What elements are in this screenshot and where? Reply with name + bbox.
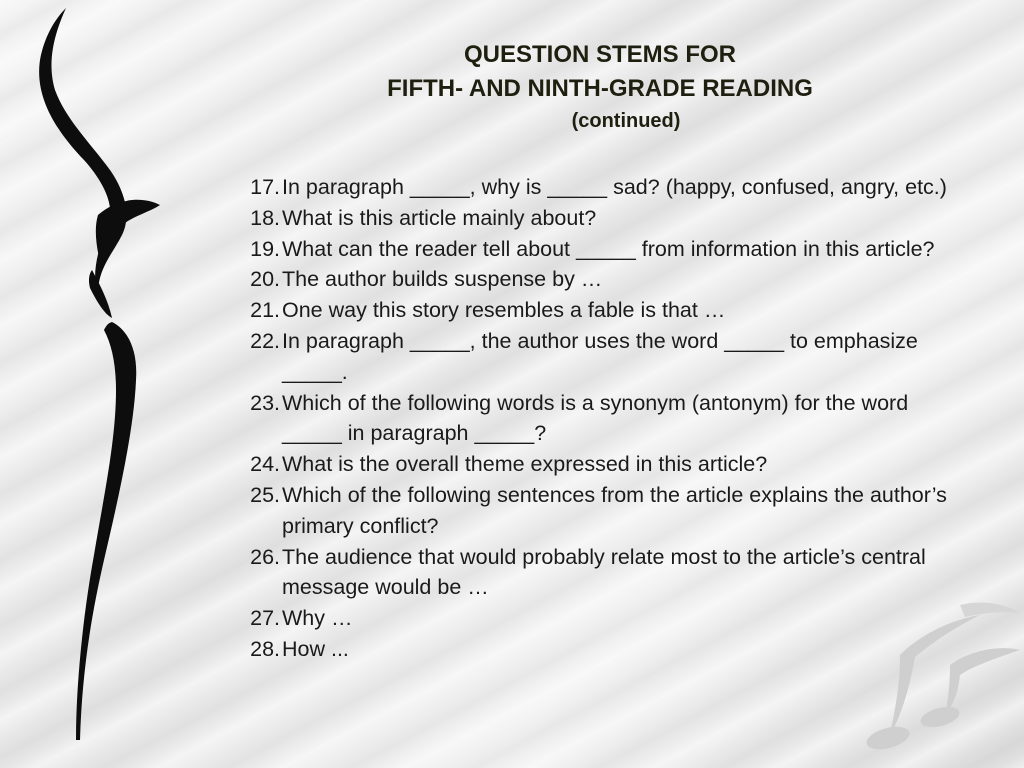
figure-top-stroke (39, 8, 126, 300)
item-text: How ... (282, 636, 349, 661)
item-number: 21. (250, 298, 280, 323)
item-number: 24. (250, 452, 280, 477)
item-text: The author builds suspense by … (282, 267, 603, 292)
list-item (237, 388, 972, 450)
abstract-figure-decoration (0, 0, 200, 768)
item-text: Which of the following words is a synonym (antonym) for the word _____ in paragraph _____? (282, 390, 909, 446)
list-item (237, 603, 972, 634)
list-item (237, 634, 972, 665)
note-head-left (864, 723, 912, 754)
item-text: In paragraph _____, why is _____ sad? (happy, confused, angry, etc.) (282, 175, 947, 199)
item-text: Why … (282, 606, 353, 631)
list-item (237, 203, 972, 234)
item-text: One way this story resembles a fable is that … (282, 298, 726, 323)
item-number: 20. (250, 267, 280, 292)
title-line-2: FIFTH- AND NINTH-GRADE READING (387, 75, 813, 102)
list-item (237, 449, 972, 480)
item-number: 19. (250, 236, 280, 261)
list-item (237, 326, 972, 388)
item-number: 26. (250, 544, 280, 569)
list-item (237, 172, 972, 203)
item-text: What is the overall theme expressed in this article? (282, 452, 768, 477)
item-text: In paragraph _____, the author uses the word _____ to emphasize _____. (282, 328, 918, 384)
slide-title-block (300, 38, 900, 136)
figure-body-stroke (76, 322, 136, 740)
subtitle: (continued) (571, 110, 681, 132)
item-text: What can the reader tell about _____ from information in this article? (282, 236, 935, 261)
item-text: The audience that would probably relate most to the article’s central message would be … (282, 544, 926, 600)
list-item (237, 264, 972, 295)
item-number: 22. (250, 328, 280, 353)
list-item (237, 542, 972, 604)
item-number: 17. (250, 175, 280, 199)
item-number: 27. (250, 606, 280, 631)
list-item (237, 480, 972, 542)
item-number: 18. (250, 205, 280, 230)
item-text: What is this article mainly about? (282, 205, 597, 230)
list-item (237, 295, 972, 326)
item-text: Which of the following sentences from the article explains the author’s primary conflict? (282, 482, 947, 538)
item-number: 28. (250, 636, 280, 661)
title-line-1: QUESTION STEMS FOR (463, 41, 736, 68)
list-item (237, 234, 972, 265)
item-number: 23. (250, 390, 280, 415)
figure-neck-stroke (89, 270, 112, 318)
note-head-right (918, 703, 961, 731)
question-stems-list (237, 172, 972, 665)
item-number: 25. (250, 482, 280, 507)
